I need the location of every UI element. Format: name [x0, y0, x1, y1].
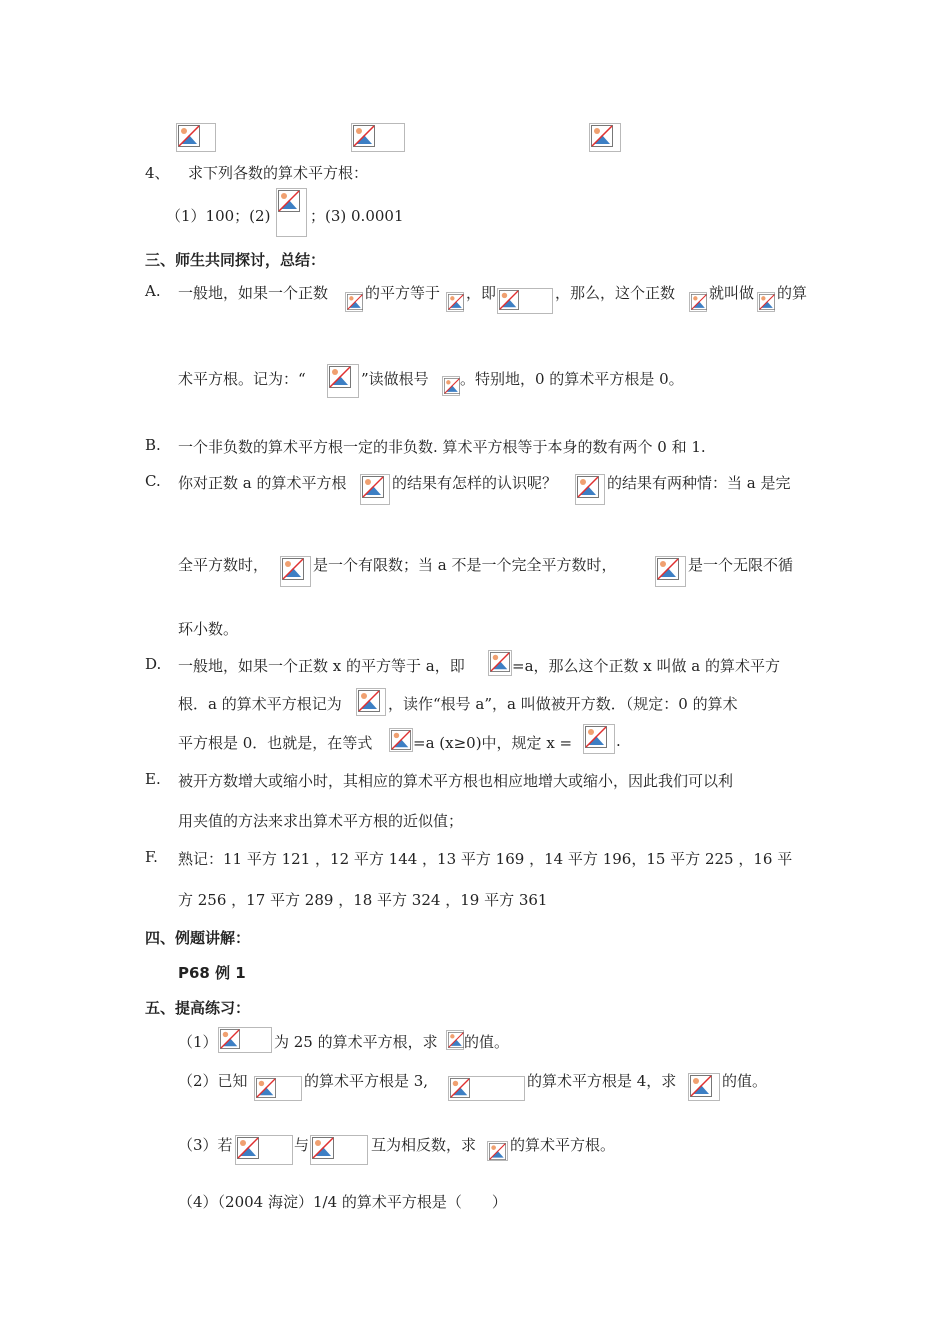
para-text: 环小数。	[178, 620, 239, 638]
para-text: 方 256 ，17 平方 289 ，18 平方 324 ，19 平方 361	[178, 891, 548, 909]
broken-image-icon	[490, 652, 510, 672]
formula-image	[446, 292, 464, 312]
item-label: D.	[145, 655, 162, 673]
para-text: 用夹值的方法来求出算术平方根的近似值；	[178, 812, 464, 830]
question-text: 的值。	[464, 1033, 510, 1051]
para-text: 的结果有怎样的认识呢？	[392, 474, 558, 492]
broken-image-icon	[347, 294, 363, 310]
para-text: 术平方根。记为：“	[178, 370, 306, 388]
broken-image-icon	[450, 1078, 470, 1098]
para-text: ，读作“根号 a”，a 叫做被开方数．（规定：0 的算术	[388, 695, 738, 713]
broken-image-icon	[690, 1075, 712, 1097]
broken-image-icon	[237, 1137, 259, 1159]
question-text: （1）	[178, 1033, 218, 1051]
para-text: 。特别地，0 的算术平方根是 0。	[460, 370, 684, 388]
formula-image	[327, 364, 359, 398]
broken-image-icon	[329, 366, 351, 388]
broken-image-icon	[657, 558, 679, 580]
formula-image	[276, 188, 307, 237]
formula-image	[688, 1073, 720, 1101]
para-text: 是一个有限数；当 a 不是一个完全平方数时，	[313, 556, 617, 574]
question-text: 的算术平方根是 4，求	[527, 1072, 677, 1090]
item-number: 4、	[145, 164, 170, 182]
section-heading: 四、例题讲解：	[145, 929, 251, 947]
formula-image	[487, 1141, 508, 1161]
para-text: 根．a 的算术平方根记为	[178, 695, 342, 713]
formula-image	[351, 123, 405, 152]
para-text: 一般地，如果一个正数	[178, 284, 329, 302]
broken-image-icon	[282, 558, 304, 580]
broken-image-icon	[759, 294, 775, 310]
formula-image	[575, 474, 605, 505]
formula-image	[360, 474, 390, 505]
formula-image	[497, 288, 553, 314]
question-text: 的算术平方根是 3,	[304, 1072, 429, 1090]
section-heading: 三、师生共同探讨，总结：	[145, 251, 326, 269]
para-text: 是一个无限不循	[688, 556, 794, 574]
formula-image	[218, 1027, 272, 1053]
broken-image-icon	[499, 290, 519, 310]
broken-image-icon	[391, 730, 411, 750]
formula-image	[589, 123, 621, 152]
section-heading: 五、提高练习：	[145, 999, 251, 1017]
para-text: .	[616, 732, 621, 750]
broken-image-icon	[448, 1032, 464, 1048]
formula-image	[689, 292, 707, 312]
broken-image-icon	[178, 125, 200, 147]
item-label: E.	[145, 770, 161, 788]
para-text: =a (x≥0)中，规定 x =	[413, 734, 573, 752]
para-text: 就叫做	[709, 284, 755, 302]
para-text: ”读做根号	[361, 370, 429, 388]
broken-image-icon	[585, 726, 607, 748]
formula-image	[345, 292, 363, 312]
question-text: 互为相反数，求	[371, 1136, 477, 1154]
example-label: P68 例 1	[178, 964, 246, 982]
formula-image	[389, 728, 413, 752]
para-text: ，那么，这个正数	[555, 284, 676, 302]
broken-image-icon	[358, 690, 380, 712]
question-text: （3）若	[178, 1136, 233, 1154]
item-text: 求下列各数的算术平方根：	[188, 164, 369, 182]
broken-image-icon	[256, 1078, 276, 1098]
formula-image	[280, 556, 311, 587]
broken-image-icon	[577, 476, 599, 498]
formula-image	[176, 123, 216, 152]
formula-image	[235, 1135, 293, 1165]
para-text: 的结果有两种情：当 a 是完	[607, 474, 791, 492]
para-text: ，即	[466, 284, 497, 302]
para-text: 一般地，如果一个正数 x 的平方等于 a，即	[178, 657, 465, 675]
broken-image-icon	[691, 294, 707, 310]
question-text: 与	[294, 1136, 310, 1154]
para-text: 熟记：11 平方 121 ，12 平方 144 ，13 平方 169 ，14 平方 196，15 平方 225 ，16 平	[178, 850, 793, 868]
item-label: A.	[145, 282, 161, 300]
formula-image	[254, 1076, 302, 1101]
formula-image	[310, 1135, 368, 1165]
para-text: 全平方数时，	[178, 556, 269, 574]
formula-image	[757, 292, 775, 312]
question-text: （4）（2004 海淀）1/4 的算术平方根是（ ）	[178, 1193, 507, 1211]
question-text: 的算术平方根。	[510, 1136, 616, 1154]
item-sub: ；(3) 0.0001	[310, 207, 404, 225]
question-text: 为 25 的算术平方根，求	[274, 1033, 438, 1051]
formula-image	[583, 724, 615, 754]
item-label: F.	[145, 848, 158, 866]
para-text: 一个非负数的算术平方根一定的非负数. 算术平方根等于本身的数有两个 0 和 1.	[178, 438, 706, 456]
broken-image-icon	[591, 125, 613, 147]
broken-image-icon	[353, 125, 375, 147]
formula-image	[448, 1076, 525, 1101]
formula-image	[442, 376, 460, 396]
broken-image-icon	[489, 1143, 506, 1160]
broken-image-icon	[362, 476, 384, 498]
formula-image	[356, 688, 386, 716]
broken-image-icon	[220, 1029, 240, 1049]
broken-image-icon	[448, 294, 464, 310]
para-text: 被开方数增大或缩小时，其相应的算术平方根也相应地增大或缩小，因此我们可以利	[178, 772, 734, 790]
formula-image	[446, 1030, 464, 1050]
question-text: 的值。	[722, 1072, 768, 1090]
para-text: =a，那么这个正数 x 叫做 a 的算术平方	[512, 657, 780, 675]
item-label: B.	[145, 436, 161, 454]
broken-image-icon	[312, 1137, 334, 1159]
para-text: 平方根是 0．也就是，在等式	[178, 734, 373, 752]
item-label: C.	[145, 472, 161, 490]
para-text: 的平方等于	[365, 284, 441, 302]
para-text: 的算	[777, 284, 808, 302]
broken-image-icon	[278, 190, 300, 212]
formula-image	[488, 650, 512, 676]
broken-image-icon	[444, 378, 460, 394]
formula-image	[655, 556, 686, 587]
para-text: 你对正数 a 的算术平方根	[178, 474, 347, 492]
item-sub: （1）100；(2)	[166, 207, 271, 225]
question-text: （2）已知	[178, 1072, 248, 1090]
